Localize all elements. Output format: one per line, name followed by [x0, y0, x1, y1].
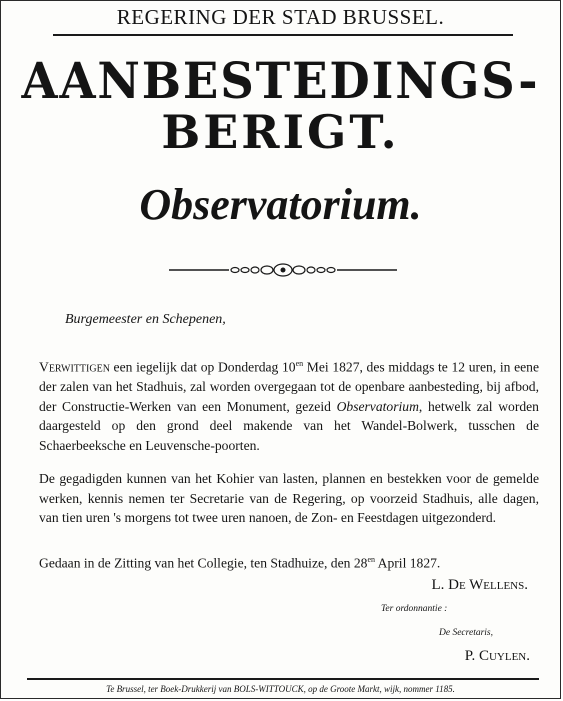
secretary-signature: P. Cuylen. [464, 648, 530, 664]
subject-title: Observatorium. [139, 180, 422, 229]
by-order-note: Ter ordonnantie : [381, 604, 448, 614]
secretary-title: De Secretaris, [439, 628, 493, 638]
inspection-paragraph: De gegadigden kunnen van het Kohier van lasten, plannen en bestekken voor de gemelde werken, kennis nemen ter Secretarie van de Regering, op voorzeid Stadhuis, alle dagen, van tien uren 's morgens tot twee uren nanoen, de Zon- en Feestdagen uitgezonderd. [39, 471, 539, 525]
ornamental-divider [169, 261, 397, 279]
footer-rule [27, 678, 539, 680]
title-line-2: BERIGT. [161, 105, 400, 159]
announcement-paragraph: Verwittigen een iegelijk dat op Donderdag $10^{en}$ Mei 1827, des middags te 12 uren, in eene der zalen van het Stadhuis, zal worden overgegaan tot de openbare aanbesteding, bij afbod, der Constructie-Werken van een Monument, gezeid Observatorium, hetwelk zal worden daargesteld op den grond deel makende van het Wandel-Bolwerk, tusschen de Schaerbeeksche en Leuvensche-poorten. [39, 359, 540, 453]
header-rule [53, 34, 513, 36]
dating-paragraph: Gedaan in de Zitting van het Collegie, ten Stadhuize, den $28^{en}$ April 1827. [39, 555, 441, 571]
issuing-authority: REGERING DER STAD BRUSSEL. [116, 5, 445, 29]
title-line-1: AANBESTEDINGS- [21, 51, 540, 110]
salutation: Burgemeester en Schepenen, [65, 312, 226, 327]
opening-word: Verwittigen [39, 359, 110, 375]
mayor-signature: L. De Wellens. [431, 577, 528, 593]
monument-name: Observatorium [336, 398, 419, 414]
printer-imprint: Te Brussel, ter Boek-Drukkerij van BOLS-WITTOUCK, op de Groote Markt, wijk, nommer 1185. [106, 684, 455, 694]
